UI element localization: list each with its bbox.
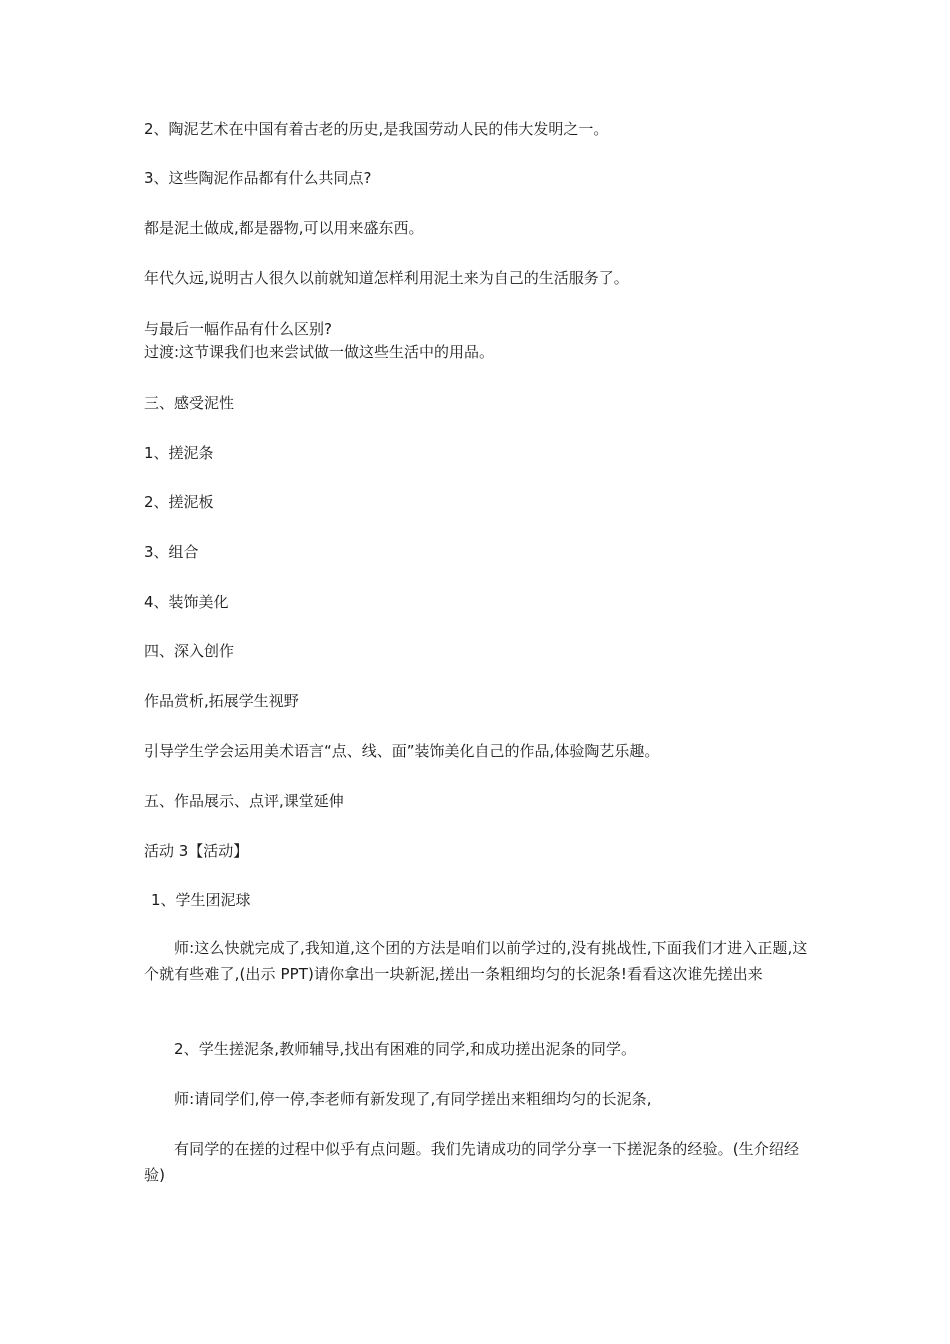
- text-line: 3、组合: [144, 543, 199, 561]
- paragraph: 有同学的在搓的过程中似乎有点问题。我们先请成功的同学分享一下搓泥条的经验。(生介绍经验): [144, 1140, 800, 1184]
- paragraph: 师:这么快就完成了,我知道,这个团的方法是咱们以前学过的,没有挑战性,下面我们才进入正题,这个就有些难了,(出示 PPT)请你拿出一块新泥,搓出一条粗细均匀的长泥条!看看这次谁先搓出来: [144, 939, 808, 983]
- text-line: 与最后一幅作品有什么区别?: [144, 320, 332, 338]
- activity-heading: 活动 3【活动】: [144, 842, 249, 860]
- text-line: 4、装饰美化: [144, 593, 229, 611]
- text-line: 3、这些陶泥作品都有什么共同点?: [144, 169, 372, 187]
- section-heading: 五、作品展示、点评,课堂延伸: [144, 792, 344, 810]
- section-heading: 三、感受泥性: [144, 394, 235, 412]
- section-heading: 四、深入创作: [144, 642, 235, 660]
- text-line: 年代久远,说明古人很久以前就知道怎样利用泥土来为自己的生活服务了。: [144, 269, 629, 287]
- paragraph: 2、学生搓泥条,教师辅导,找出有困难的同学,和成功搓出泥条的同学。: [174, 1040, 637, 1058]
- text-line: 1、搓泥条: [144, 444, 214, 462]
- text-line: 过渡:这节课我们也来尝试做一做这些生活中的用品。: [144, 343, 495, 361]
- text-line: 作品赏析,拓展学生视野: [144, 692, 299, 710]
- text-line: 2、搓泥板: [144, 493, 214, 511]
- text-line: 2、陶泥艺术在中国有着古老的历史,是我国劳动人民的伟大发明之一。: [144, 120, 609, 138]
- text-line: 1、学生团泥球: [151, 891, 251, 909]
- text-line: 引导学生学会运用美术语言“点、线、面”装饰美化自己的作品,体验陶艺乐趣。: [144, 742, 660, 760]
- paragraph: 师:请同学们,停一停,李老师有新发现了,有同学搓出来粗细均匀的长泥条,: [174, 1090, 652, 1108]
- text-line: 都是泥土做成,都是器物,可以用来盛东西。: [144, 219, 424, 237]
